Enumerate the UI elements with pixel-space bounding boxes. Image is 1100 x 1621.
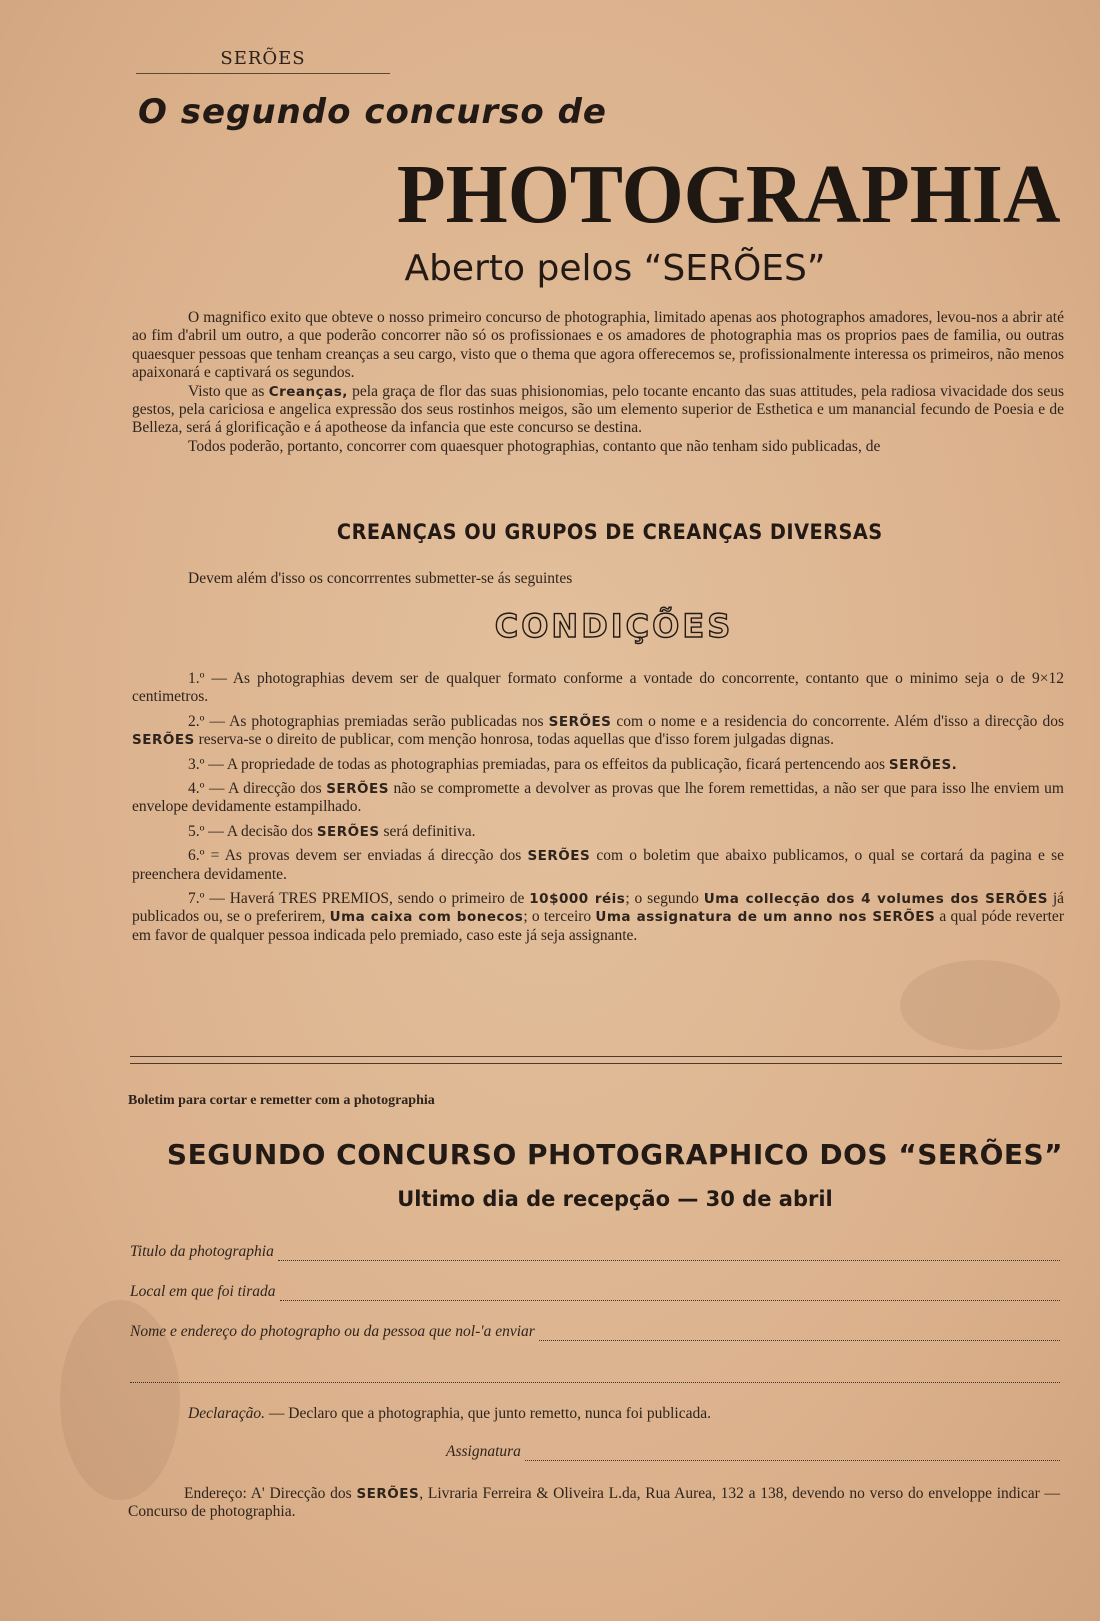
text-run: 6.º = As provas devem ser enviadas á direcção dos (188, 847, 528, 865)
sender-field[interactable] (130, 1323, 1060, 1341)
bold-run: Uma collecção dos 4 volumes dos SERÕES (703, 891, 1048, 908)
heading-line-1: O segundo concurso de (138, 92, 607, 132)
text-run: já publicados ou, se o preferirem, (132, 890, 1064, 926)
bold-run: SERÕES (316, 823, 380, 840)
bold-run: SERÕES (548, 713, 612, 730)
signature-label: Assignatura (446, 1443, 521, 1460)
conditions-list (132, 670, 1064, 951)
declaration (188, 1405, 711, 1423)
intro-text (132, 309, 1064, 456)
text-run: Visto que as (188, 382, 269, 400)
field-blank[interactable] (278, 1246, 1060, 1261)
field-blank[interactable] (280, 1286, 1060, 1301)
text-run: com o boletim que abaixo publicamos, o qual se cortará da pagina e se preenchera devidamente. (132, 847, 1064, 883)
intro-paragraph-1: O magnifico exito que obteve o nosso primeiro concurso de photographia, limitado apenas aos photographos amadores, levou-nos a abrir até ao fim d'abril um outro, a que poderão concorrer não só os profissionaes e os amadores de photographia mas os proprios paes de familia, ou outras quaesquer pessoas que tenham creanças a seu cargo, visto que o thema que agora offerecemos se, profissionalmente interessa os primeiros, não menos apaixonará e captivará os segundos. (132, 309, 1064, 382)
coupon-caption: Boletim para cortar e remetter com a photographia (128, 1093, 435, 1108)
field-blank[interactable] (130, 1368, 1060, 1383)
sender-field-continuation[interactable] (130, 1368, 1060, 1383)
coupon-deadline: Ultimo dia de recepção — 30 de abril (397, 1187, 833, 1211)
conditions-title: CONDIÇÕES (494, 607, 734, 645)
condition-4 (132, 780, 1064, 817)
text-run: será definitiva. (379, 822, 476, 840)
condition-5 (132, 823, 1064, 841)
location-field[interactable] (130, 1283, 1060, 1301)
condition-6 (132, 847, 1064, 884)
declaration-text: — Declaro que a photographia, que junto remetto, nunca foi publicada. (265, 1405, 711, 1422)
bold-run: SERÕES. (888, 756, 958, 773)
bold-run: Uma assignatura de um anno nos SERÕES (595, 909, 936, 926)
bold-run: SERÕES (527, 848, 591, 865)
field-label: Local em que foi tirada (130, 1283, 276, 1300)
signature-field[interactable] (446, 1443, 1060, 1461)
field-label: Nome e endereço do photographo ou da pessoa que nol-'a enviar (130, 1323, 535, 1340)
bold-run: SERÕES (356, 1486, 420, 1502)
declaration-label: Declaração. (188, 1405, 266, 1422)
text-run: 3.º — A propriedade de todas as photographias premiadas, para os effeitos da publicação, ficará pertencendo aos (188, 755, 889, 773)
subject-highlight: CREANÇAS OU GRUPOS DE CREANÇAS DIVERSAS (336, 520, 883, 544)
field-blank[interactable] (539, 1326, 1060, 1341)
text-run: ; o segundo (625, 890, 704, 908)
text-run: não se compromette a devolver as provas que lhe forem remettidas, a não ser que para isso lhe enviem um envelope devidamente estampilhado. (132, 780, 1064, 816)
text-run: Endereço: A' Direcção dos (184, 1485, 357, 1502)
photo-title-field[interactable] (130, 1243, 1060, 1261)
paper-stain (900, 960, 1060, 1050)
intro-paragraph-3: Todos poderão, portanto, concorrer com quaesquer photographias, contanto que não tenham sido publicadas, de (188, 437, 881, 455)
condition-1: 1.º — As photographias devem ser de qualquer formato conforme a vontade do concorrente, contanto que o minimo seja o de 9×12 centimetros. (132, 670, 1064, 706)
bold-run: Uma caixa com bonecos (329, 909, 524, 926)
coupon-title: SEGUNDO CONCURSO PHOTOGRAPHICO DOS “SERÕES” (166, 1138, 1064, 1171)
text-run: a qual póde reverter em favor de qualquer pessoa indicada pelo premiado, caso este já seja assignante. (132, 908, 1064, 944)
heading-photographia: PHOTOGRAPHIA (396, 148, 1060, 241)
condition-2 (132, 713, 1064, 750)
bold-run: SERÕES (132, 732, 195, 749)
text-run: 5.º — A decisão dos (188, 822, 317, 840)
bold-run: Creanças, (268, 383, 348, 400)
bold-run: 10$000 réis (529, 891, 626, 908)
text-run: 4.º — A direcção dos (188, 780, 327, 798)
address-paragraph (128, 1485, 1060, 1522)
address (128, 1485, 1060, 1522)
text-run: pela graça de flor das suas phisionomias, pelo tocante encanto das suas attitudes, pela radiosa vivacidade dos seus gestos, pela cariciosa e angelica expressão dos seus rostinhos meigos, são um elemento superior de Esthetica e um manancial fecundo de Poesia e de Belleza, será á glorificação e á apotheose da infancia que este concurso se destina. (132, 382, 1064, 437)
running-head: SERÕES (136, 48, 390, 74)
cut-line (130, 1056, 1062, 1064)
condition-7 (132, 890, 1064, 945)
bold-run: SERÕES (326, 781, 389, 798)
conditions-lead: Devem além d'isso os concorrrentes submetter-se ás seguintes (188, 570, 573, 587)
condition-3 (132, 756, 1064, 774)
text-run: ; o terceiro (523, 908, 596, 926)
text-run: 7.º — Haverá TRES PREMIOS, sendo o primeiro de (188, 890, 530, 908)
text-run: com o nome e a residencia do concorrente. Além d'isso a direcção dos (611, 712, 1064, 730)
field-label: Titulo da photographia (130, 1243, 274, 1260)
intro-paragraph-2 (132, 383, 1064, 438)
text-run: , Livraria Ferreira & Oliveira L.da, Rua Aurea, 132 a 138, devendo no verso do enveloppe indicar — Concurso de photographia. (128, 1485, 1061, 1521)
text-run: 2.º — As photographias premiadas serão publicadas nos (188, 712, 549, 730)
field-blank[interactable] (525, 1446, 1060, 1461)
heading-aberto: Aberto pelos “SERÕES” (404, 248, 826, 289)
text-run: reserva-se o direito de publicar, com menção honrosa, todas aquellas que d'isso forem julgadas dignas. (194, 731, 834, 749)
